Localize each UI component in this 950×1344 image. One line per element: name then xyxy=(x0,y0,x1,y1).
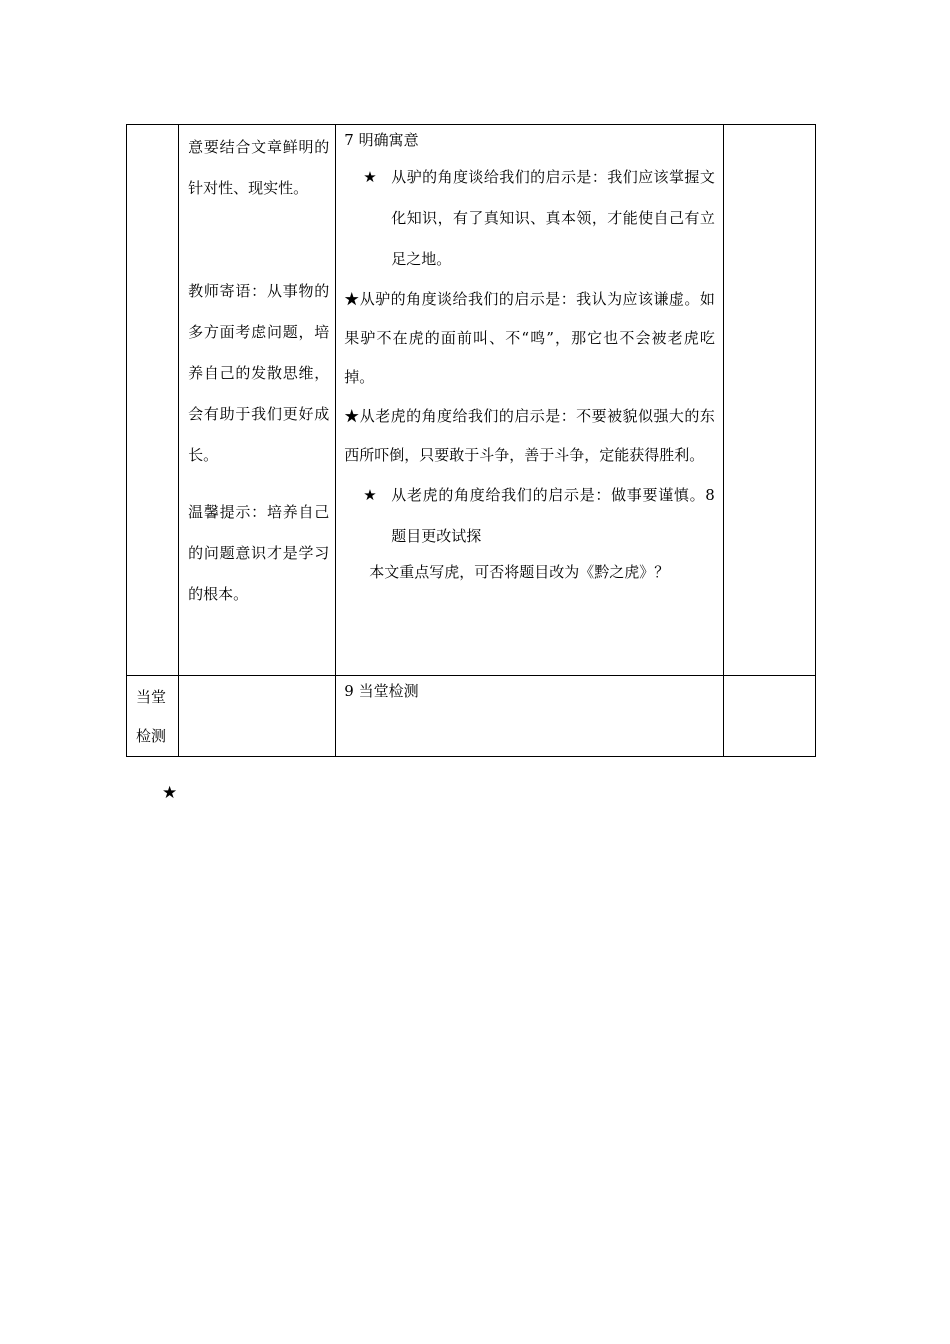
bullet-item-donkey-knowledge xyxy=(344,157,715,280)
notes-paragraph-teacher-message: 教师寄语：从事物的多方面考虑问题，培养自己的发散思维，会有助于我们更好成长。 xyxy=(188,282,330,464)
bullet-text: 从老虎的角度给我们的启示是：做事要谨慎。8 题目更改试探 xyxy=(391,486,715,545)
bullet-item-donkey-modesty xyxy=(344,280,715,397)
star-icon: ★ xyxy=(363,486,377,504)
bullet-item-tiger-courage xyxy=(344,397,715,475)
lesson-content-cell xyxy=(336,125,724,676)
table-row xyxy=(127,676,816,757)
stage-label-line: 检测 xyxy=(136,727,167,745)
table-row xyxy=(127,125,816,676)
star-icon: ★ xyxy=(363,168,377,186)
notes-paragraph-tip: 温馨提示：培养自己的问题意识才是学习的根本。 xyxy=(188,503,330,603)
lesson-plan-table xyxy=(126,124,816,757)
stage-label-cell xyxy=(127,676,179,757)
teacher-notes-cell xyxy=(179,125,336,676)
bullet-text: 从老虎的角度给我们的启示是：不要被貌似强大的东西所吓倒，只要敢于斗争，善于斗争，定能获得胜利。 xyxy=(344,407,715,464)
remarks-cell xyxy=(723,676,815,757)
star-icon: ★ xyxy=(344,290,360,308)
star-icon: ★ xyxy=(344,407,360,425)
section-heading-moral: 7 明确寓意 xyxy=(344,131,419,149)
title-change-question: 本文重点写虎，可否将题目改为《黔之虎》？ xyxy=(369,563,670,581)
section-heading-check: 9 当堂检测 xyxy=(344,682,419,700)
notes-paragraph-intent: 意要结合文章鲜明的针对性、现实性。 xyxy=(188,138,330,197)
stage-label-line: 当堂 xyxy=(136,688,167,706)
bullet-item-tiger-caution xyxy=(344,475,715,557)
star-icon: ★ xyxy=(162,783,178,803)
bullet-text: 从驴的角度谈给我们的启示是：我认为应该谦虚。如果驴不在虎的面前叫、不“鸣”，那它也不会被老虎吃掉。 xyxy=(344,290,715,386)
stage-label-cell xyxy=(127,125,179,676)
bullet-text: 从驴的角度谈给我们的启示是：我们应该掌握文化知识，有了真知识、真本领，才能使自己有立足之地。 xyxy=(391,168,715,268)
lesson-content-cell xyxy=(336,676,724,757)
teacher-notes-cell xyxy=(179,676,336,757)
remarks-cell xyxy=(723,125,815,676)
